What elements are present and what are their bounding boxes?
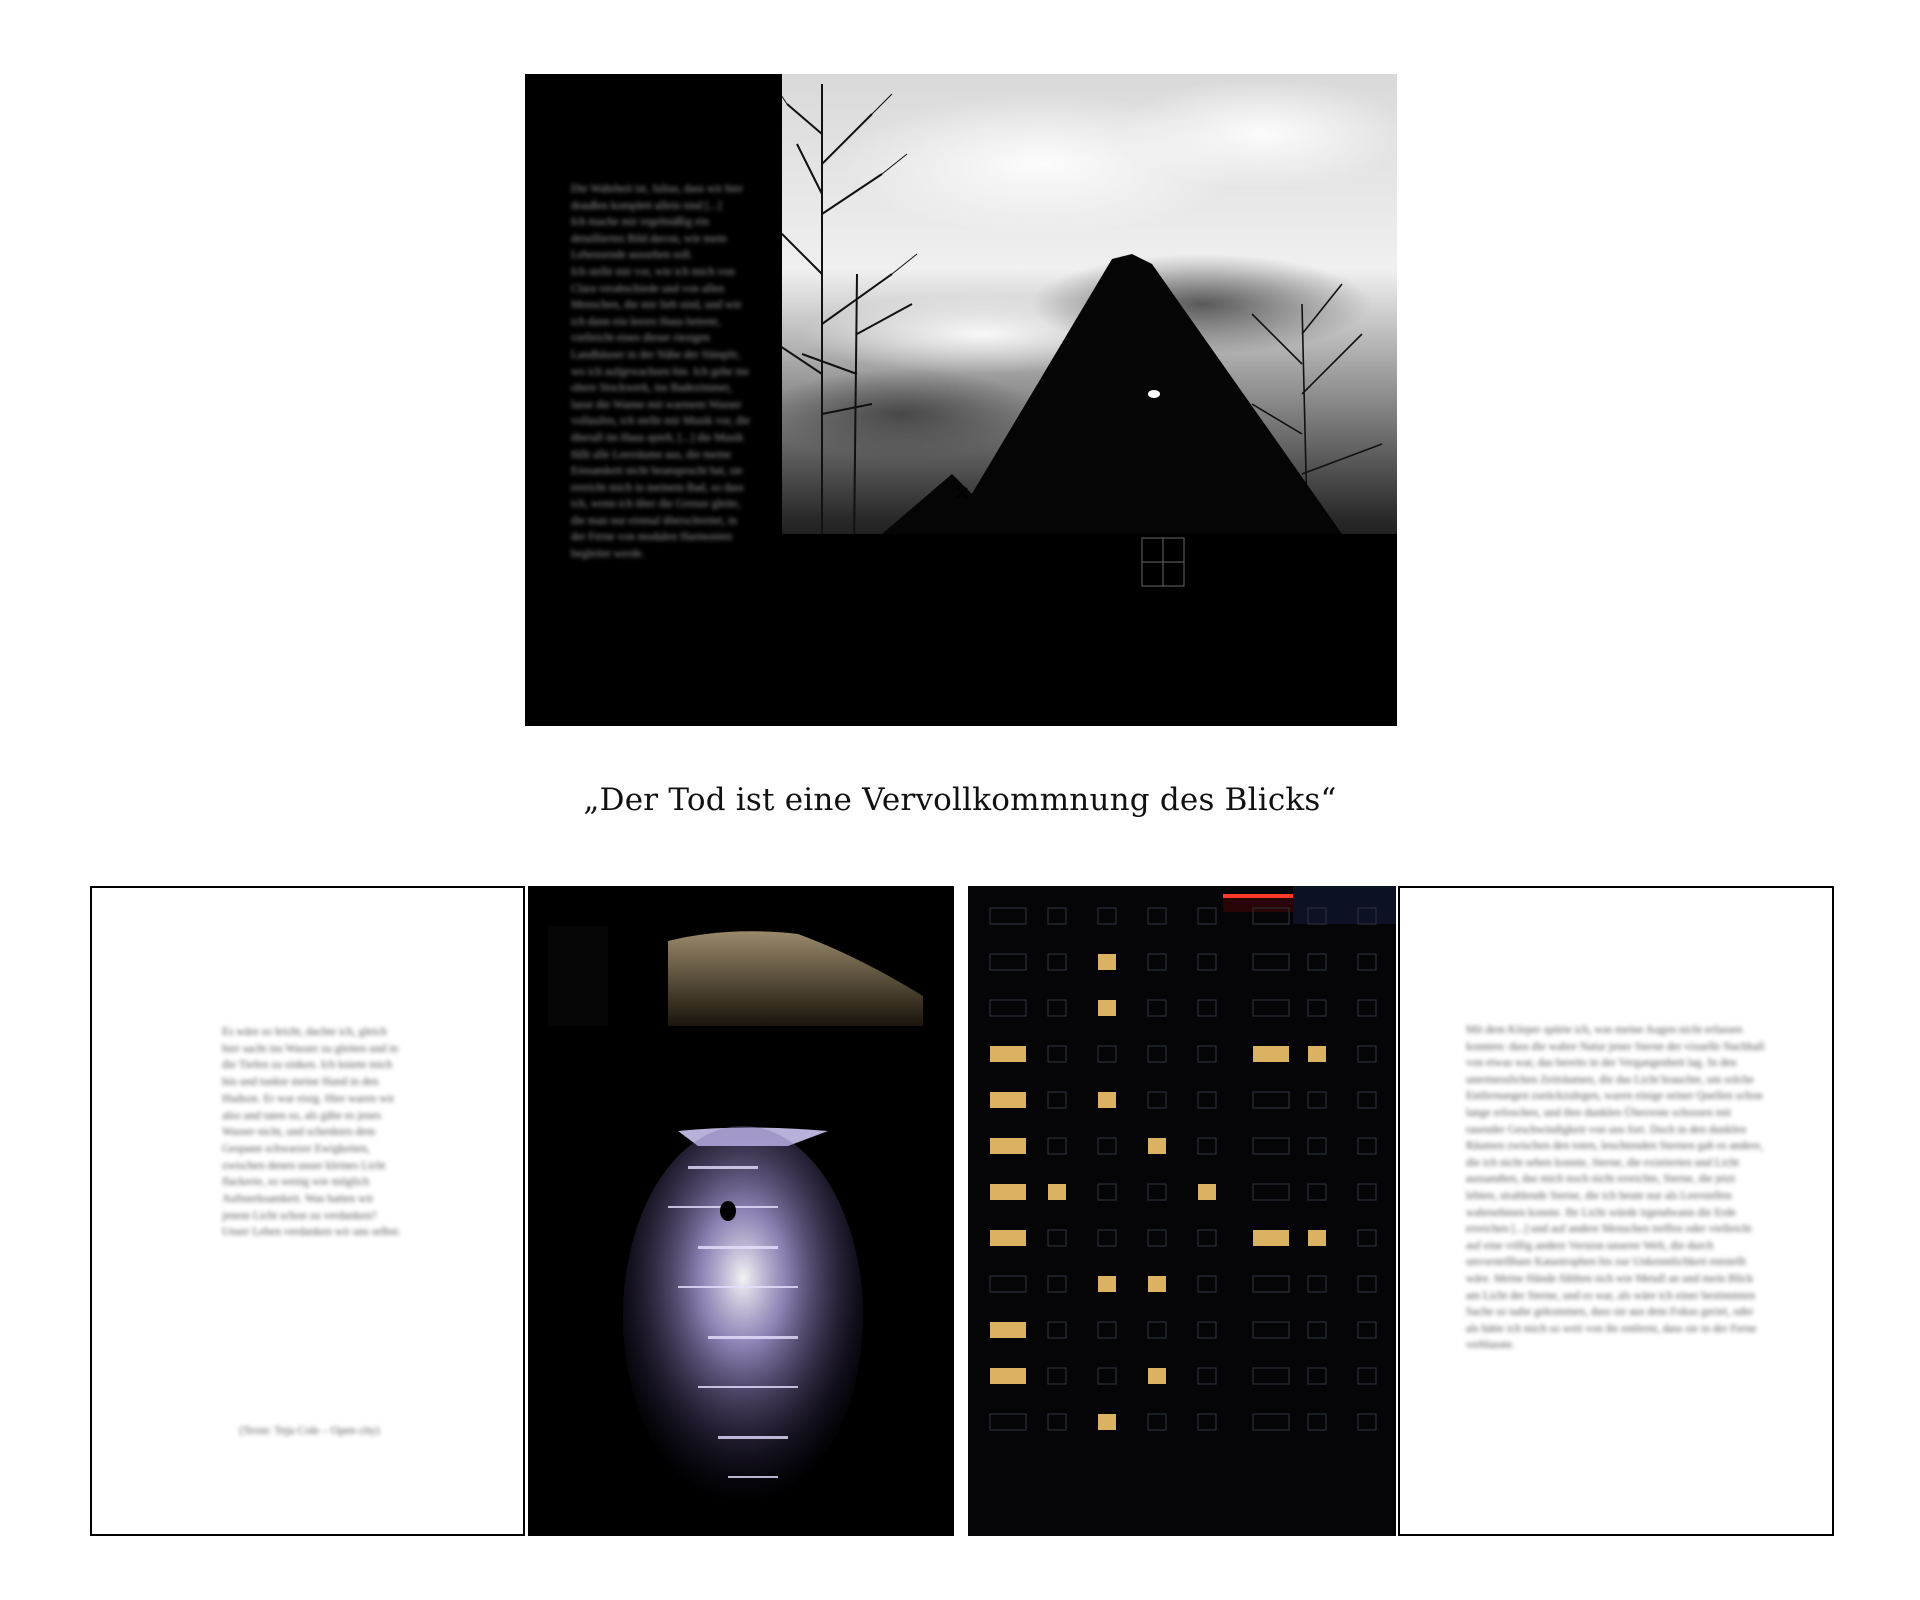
left-text-card bbox=[90, 886, 525, 1536]
left-quote-text: Es wäre so leicht, dachte ich, gleich hier sacht ins Wasser zu gleiten und in die Tiefen zu sinken. Ich kniete mich hin und tunkte meine Hand in den Hudson. Er war eisig. Hier waren wir also und taten so, als gäbe es jenes Wasser nicht, und schenkten dem Gespann schwarzer Ewigkeiten, zwischen denen unser kleines Licht flackerte, so wenig wie möglich Aufmerksamkeit. Was hatten wir jenem Licht schon zu verdanken? Unser Leben verdanken wir uns selbst. bbox=[222, 1026, 401, 1239]
top-photo-panel bbox=[525, 74, 1397, 726]
night-tower-block-photo bbox=[968, 886, 1396, 1536]
right-quote-text: Mit dem Körper spürte ich, was meine Augen nicht erfassen konnten: dass die wahre Natur jener Sterne der visuelle Nachhall von etwas war, das bereits in der Vergangenheit lag. In den unermesslichen Zeiträumen, die das Licht brauchte, um solche Entfernungen zurückzulegen, waren einige seiner Quellen schon lange erloschen, und ihre dunklen Überreste schossen mit rasender Geschwindigkeit von uns fort. Doch in den dunklen Räumen zwischen den toten, leuchtenden Sternen gab es andere, die ich nicht sehen konnte, Sterne, die existierten und Licht aussandten, das mich noch nicht erreichte, Sterne, die jetzt lebten, strahlende Sterne, die ich heute nur als Leerstellen wahrnehmen konnte. Ihr Licht würde irgendwann die Erde erreichen [...] und auf andere Menschen treffen oder vielleicht auf eine völlig andere Version unserer Welt, die durch unvorstellbare Katastrophen bis zur Unkenntlichkeit entstellt wäre. Meine Hände fühlten sich wie Metall an und mein Blick am Licht der Sterne, und es war, als wäre ich einer bestimmten Sache so nahe gekommen, dass sie aus dem Fokus geriet, oder als hätte ich mich so weit von ihr entfernt, dass sie in der Ferne verblasste. bbox=[1466, 1024, 1765, 1352]
right-text-card bbox=[1398, 886, 1834, 1536]
text-credit: (Texte: Teju Cole – Open city) bbox=[239, 1425, 380, 1437]
top-quote-text: Die Wahrheit ist, Julius, dass wir hier draußen komplett allein sind [...] Ich mache mir regelmäßig ein detailliertes Bild davon, wie mein Lebensende aussehen soll. Ich stelle mir vor, wie ich mich von Clara verabschiede und von allen Menschen, die mir lieb sind, und wie ich dann ein leeres Haus betrete, vielleicht eines dieser riesigen Landhäuser in der Nähe der Sümpfe, wo ich aufgewachsen bin. Ich gehe ins obere Stockwerk, ins Badezimmer, lasse die Wanne mit warmem Wasser vollaufen, ich stelle mir Musik vor, die überall im Haus spielt, [...] die Musik füllt alle Leerräume aus, die meine Einsamkeit nicht beansprucht hat, sie erreicht mich in meinem Bad, so dass ich, wenn ich über die Grenze gleite, die man nur einmal überschreitet, in der Ferne von modalen Harmonien begleitet werde. bbox=[571, 183, 751, 561]
moonlit-river-photo bbox=[528, 886, 954, 1536]
house-silhouette-photo bbox=[782, 74, 1397, 726]
top-text-column bbox=[525, 74, 782, 726]
page-title: „Der Tod ist eine Vervollkommnung des Blicks“ bbox=[583, 782, 1337, 818]
